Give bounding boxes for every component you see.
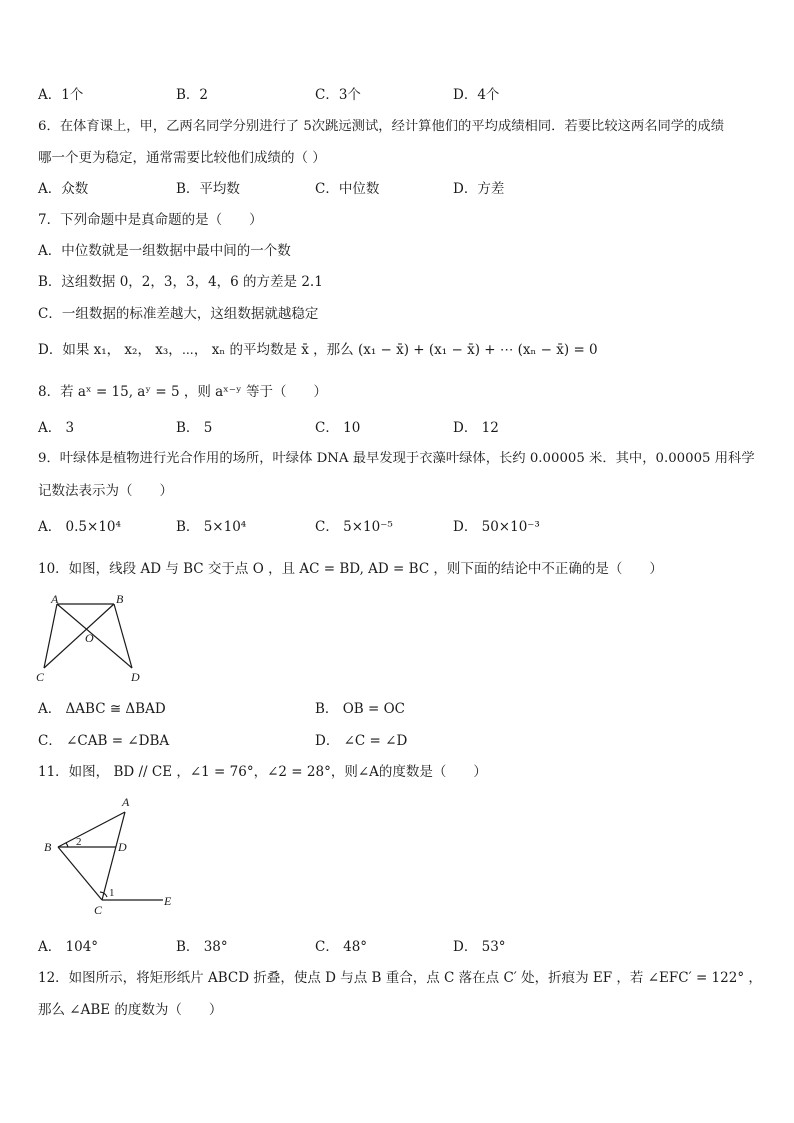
q10-option-d: D． ∠C = ∠D [315, 733, 408, 749]
q8-option-b: B． 5 [176, 420, 213, 436]
q9-option-c: C． 5×10⁻⁵ [315, 519, 393, 535]
label-o: O [85, 631, 94, 645]
q7-option-a: A．中位数就是一组数据中最中间的一个数 [38, 243, 291, 259]
q9-option-b: B． 5×10⁴ [176, 519, 247, 535]
q8-stem: 8．若 aˣ = 15, aʸ = 5 ，则 aˣ⁻ʸ 等于（ ） [38, 384, 328, 400]
q10-stem: 10．如图，线段 AD 与 BC 交于点 O ，且 AC = BD, AD = BC ，则下面的结论中不正确的是（ ） [38, 561, 663, 577]
q9-option-d: D． 50×10⁻³ [453, 519, 540, 535]
q6-option-d: D．方差 [453, 181, 505, 197]
q5-option-b: B．2 [176, 87, 209, 103]
q8-option-c: C． 10 [315, 420, 361, 436]
q11-option-c: C． 48° [315, 939, 368, 955]
label-b: B [44, 840, 52, 854]
label-a: A [122, 795, 130, 809]
q7-option-d: D．如果 x₁， x₂， x₃，⋯， xₙ 的平均数是 x̄ ，那么 (x₁ − x̄) + (x₁ − x̄) + ⋯ (xₙ − x̄) = 0 [38, 342, 598, 358]
q12-stem-line2: 那么 ∠ABE 的度数为（ ） [38, 1002, 223, 1018]
q6-stem-line2: 哪一个更为稳定，通常需要比较他们成绩的（ ） [38, 150, 326, 166]
q5-option-a: A．1个 [38, 87, 84, 103]
q5-option-c: C．3个 [315, 87, 361, 103]
label-angle-2: 2 [76, 836, 82, 848]
q8-option-d: D． 12 [453, 420, 499, 436]
q6-option-c: C．中位数 [315, 181, 380, 197]
label-d: D [131, 670, 140, 684]
q10-option-a: A． ΔABC ≅ ΔBAD [38, 701, 166, 717]
q7-option-b: B．这组数据 0，2，3，3，4，6 的方差是 2.1 [38, 274, 323, 290]
label-c: C [94, 903, 103, 917]
q7-stem: 7．下列命题中是真命题的是（ ） [38, 212, 263, 228]
label-b: B [116, 592, 124, 606]
q7-option-c: C．一组数据的标准差越大，这组数据就越稳定 [38, 306, 319, 322]
q6-option-b: B．平均数 [176, 181, 240, 197]
q6-option-a: A．众数 [38, 181, 89, 197]
label-d: D [118, 840, 127, 854]
segment-bc [58, 847, 102, 900]
q11-stem: 11．如图， BD // CE ，∠1 = 76°，∠2 = 28°，则∠A的度数是（ ） [38, 764, 487, 780]
q11-option-d: D． 53° [453, 939, 506, 955]
label-c: C [36, 670, 45, 684]
q10-figure [30, 590, 150, 686]
label-e: E [164, 894, 172, 908]
segment-bd [114, 604, 132, 668]
label-angle-1: 1 [109, 887, 115, 899]
q10-option-c: C． ∠CAB = ∠DBA [38, 733, 170, 749]
segment-ad [57, 604, 132, 668]
q11-option-b: B． 38° [176, 939, 228, 955]
q10-option-b: B． OB = OC [315, 701, 405, 717]
q6-stem-line1: 6．在体育课上，甲，乙两名同学分别进行了 5次跳远测试，经计算他们的平均成绩相同．若要比较这两名同学的成绩 [38, 119, 724, 134]
q9-option-a: A． 0.5×10⁴ [38, 519, 121, 535]
q11-option-a: A． 104° [38, 939, 99, 955]
q5-option-d: D．4个 [453, 87, 500, 103]
label-a: A [51, 592, 59, 606]
q8-option-a: A． 3 [38, 420, 75, 436]
q11-figure [36, 790, 186, 920]
q9-stem-line2: 记数法表示为（ ） [38, 483, 173, 499]
q9-stem-line1: 9．叶绿体是植物进行光合作用的场所，叶绿体 DNA 最早发现于衣藻叶绿体，长约 0.00005 米．其中，0.00005 用科学 [38, 451, 755, 466]
segment-ba [58, 812, 125, 847]
q12-stem-line1: 12．如图所示，将矩形纸片 ABCD 折叠，使点 D 与点 B 重合，点 C 落在点 C′ 处，折痕为 EF ，若 ∠EFC′ = 122° ， [38, 970, 762, 986]
